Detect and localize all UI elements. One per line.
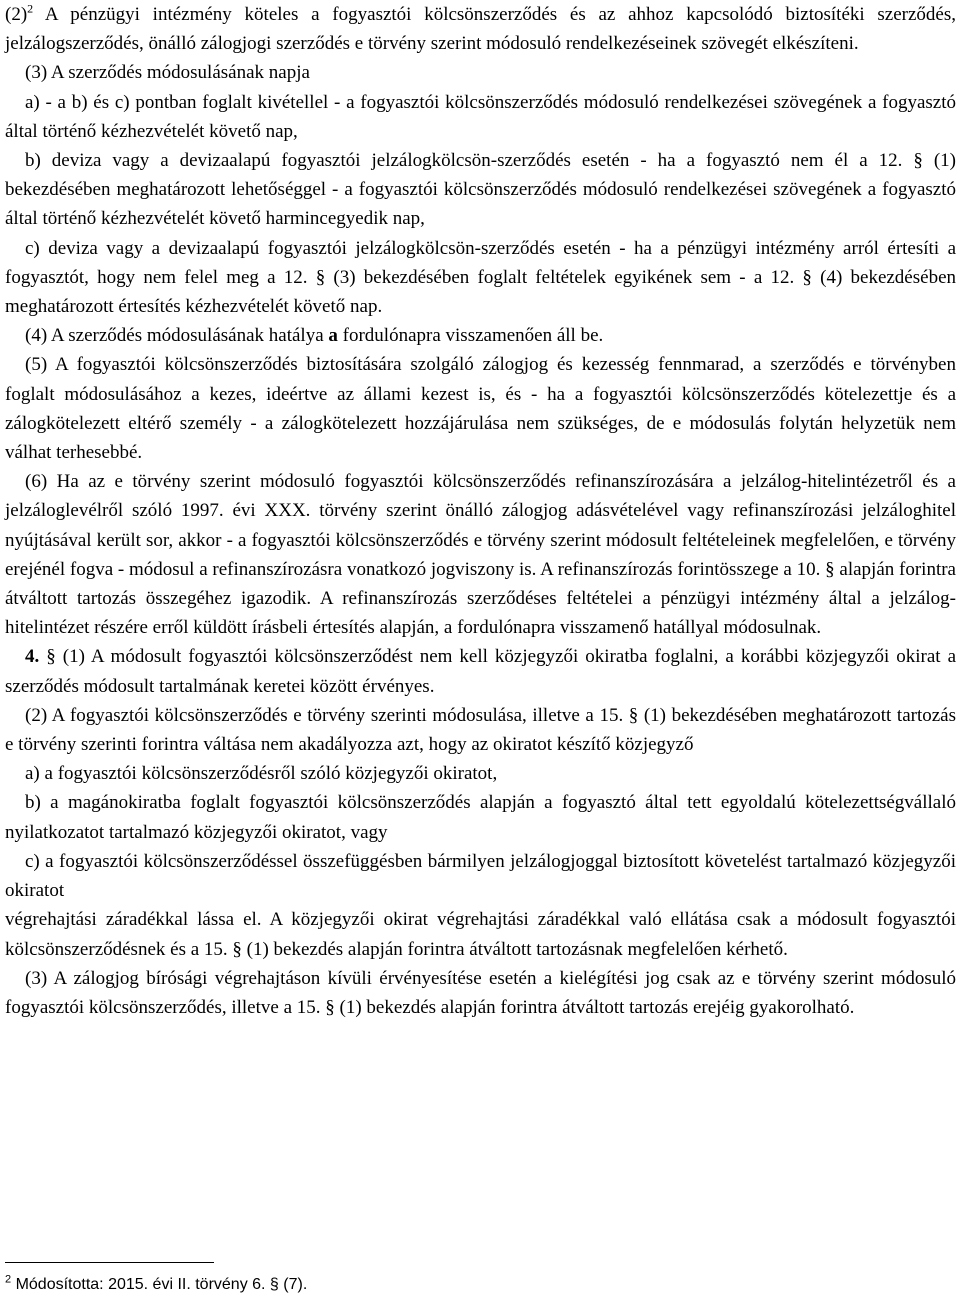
paragraph-text: § (1) A módosult fogyasztói kölcsönszerződést nem kell közjegyzői okiratba foglalni, a korábbi közjegyzői okirat a szerződés módosult tartalmának keretei között érvényes.: [5, 646, 956, 697]
paragraph-2-4: [5, 321, 956, 350]
point-b: b) deviza vagy a devizaalapú fogyasztói jelzálogkölcsön-szerződés esetén - ha a fogyasztó nem él a 12. § (1) bekezdésében meghatározott lehetőséggel - a fogyasztói kölcsönszerződés módosuló rendelkezései szövegének a fogyasztó által történő kézhezvételét követő harmincegyedik nap,: [5, 150, 956, 230]
footnote-reference[interactable]: 2: [27, 1, 34, 16]
paragraph-number: (2): [5, 4, 28, 25]
bold-word: a: [328, 325, 338, 347]
footnote-text: Módosította: 2015. évi II. törvény 6. § (7).: [11, 1276, 308, 1293]
footnote: [5, 1275, 307, 1295]
section-4-paragraph-1: [5, 642, 956, 700]
point-a: a) - a b) és c) pontban foglalt kivétellel - a fogyasztói kölcsönszerződés módosuló rendelkezései szövegének a fogyasztó által történő kézhezvételét követő nap,: [5, 91, 956, 142]
paragraph-2-1: [5, 0, 956, 58]
section-4-closing-text: végrehajtási záradékkal lássa el. A közjegyzői okirat végrehajtási záradékkal való ellátása csak a módosult fogyasztói kölcsönszerződésnek és a 15. § (1) bekezdés alapján forintra átváltott tartozásnak megfelelően kérhető.: [5, 909, 956, 960]
paragraph-text: fordulónapra visszamenően áll be.: [337, 325, 604, 347]
section-4-paragraph-3: (3) A zálogjog bírósági végrehajtáson kívüli érvényesítése esetén a kielégítési jog csak az e törvény szerint módosuló fogyasztói kölcsönszerződés, illetve a 15. § (1) bekezdés alapján forintra átváltott tartozás erejéig gyakorolható.: [5, 967, 956, 1018]
section-4-point-b: b) a magánokiratba foglalt fogyasztói kölcsönszerződés alapján a fogyasztó által tett egyoldalú kötelezettségvállaló nyilatkozatot tartalmazó közjegyzői okiratot, vagy: [5, 792, 956, 843]
footnote-separator: [5, 1262, 214, 1263]
point-c: c) deviza vagy a devizaalapú fogyasztói jelzálogkölcsön-szerződés esetén - ha a pénzügyi intézmény arról értesíti a fogyasztót, hogy nem felel meg a 12. § (3) bekezdésében foglalt feltételek egyikének sem - a 12. § (4) bekezdésében meghatározott értesítés kézhezvételét követő nap.: [5, 237, 956, 318]
section-number: 4.: [25, 646, 40, 668]
paragraph-text: (4) A szerződés módosulásának hatálya: [25, 325, 329, 347]
paragraph-2-5: (5) A fogyasztói kölcsönszerződés biztosítására szolgáló zálogjog és kezesség fennmarad, a szerződés e törvényben foglalt módosulásához a kezes, ideértve az állami kezest is, és - ha a fogyasztói kölcsönszerződés kötelezettje és a zálogkötelezett eltérő személy - a zálogkötelezett hozzájárulása nem szükséges, de e módosulás folytán helyzetük nem válhat terhesebbé.: [5, 354, 956, 464]
section-4-point-c: c) a fogyasztói kölcsönszerződéssel összefüggésben bármilyen jelzálogjoggal biztosított követelést tartalmazó közjegyzői okiratot: [5, 850, 956, 902]
footnote-mark: 2: [5, 1273, 12, 1286]
section-4-point-a: a) a fogyasztói kölcsönszerződésről szóló közjegyzői okiratot,: [25, 763, 498, 785]
paragraph-2-3: (3) A szerződés módosulásának napja: [25, 62, 310, 84]
paragraph-text: A pénzügyi intézmény köteles a fogyasztói kölcsönszerződés és az ahhoz kapcsolódó biztosítéki szerződés, jelzálogszerződés, önálló zálogjogi szerződés e törvény szerint módosuló rendelkezéseinek szövegét elkészíteni.: [5, 4, 956, 55]
section-4-paragraph-2: (2) A fogyasztói kölcsönszerződés e törvény szerinti módosulása, illetve a 15. § (1) bekezdésében meghatározott tartozás e törvény szerinti forintra váltása nem akadályozza azt, hogy az okiratot készítő közjegyző: [5, 704, 956, 756]
document-body: [5, 0, 956, 1022]
paragraph-2-6: (6) Ha az e törvény szerint módosuló fogyasztói kölcsönszerződés refinanszírozására a jelzálog-hitelintézetről és a jelzáloglevélről szóló 1997. évi XXX. törvény szerint önálló zálogjog adásvételével vagy refinanszírozási jelzáloghitel nyújtásával került sor, akkor - a fogyasztói kölcsönszerződés e törvény szerint módosult feltételeinek megfelelően, e törvény erejénél fogva - módosul a refinanszírozásra vonatkozó jogviszony is. A refinanszírozás forintösszege a 10. § alapján forintra átváltott tartozás összegéhez igazodik. A refinanszírozás szerződéses feltételei a pénzügyi intézmény által a jelzálog-hitelintézet részére erről küldött írásbeli értesítés alapján, a fordulónapra visszamenő hatállyal módosulnak.: [5, 471, 956, 639]
